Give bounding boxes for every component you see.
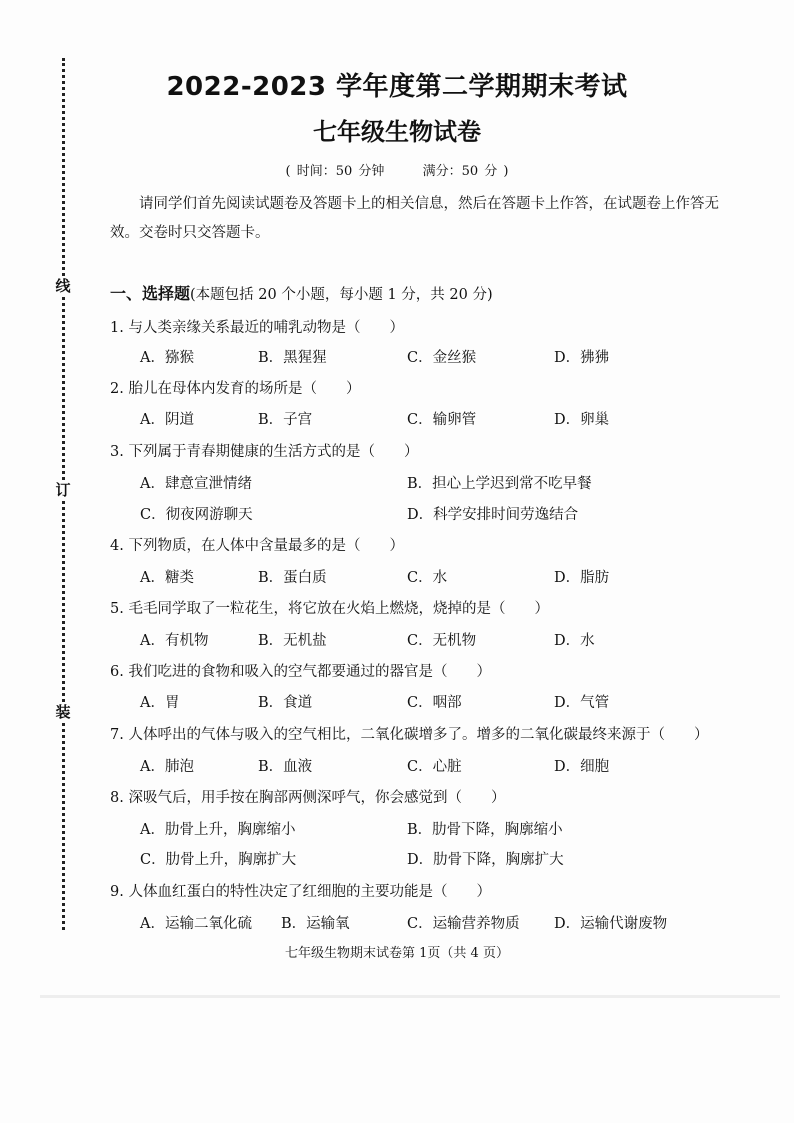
q4-option-c: C．水	[407, 570, 448, 586]
q1-option-d: D．狒狒	[554, 350, 610, 366]
binding-mark-zhuang: 装	[55, 703, 71, 721]
q1-option-a: A．猕猴	[140, 350, 194, 366]
question-8: 8. 深吸气后，用手按在胸部两侧深呼气，你会感觉到（ ）	[110, 790, 506, 806]
q5-option-d: D．水	[554, 633, 595, 649]
q9-option-d: D．运输代谢废物	[554, 916, 668, 932]
q5-option-b: B．无机盐	[258, 633, 327, 649]
question-5: 5. 毛毛同学取了一粒花生，将它放在火焰上燃烧，烧掉的是（ ）	[110, 601, 549, 617]
q2-option-a: A．阴道	[140, 412, 194, 428]
question-1: 1. 与人类亲缘关系最近的哺乳动物是（ ）	[110, 320, 404, 336]
q8-option-a: A．肋骨上升，胸廓缩小	[140, 822, 296, 838]
exam-subtitle: 七年级生物试卷	[313, 118, 481, 146]
q3-option-b: B．担心上学迟到常不吃早餐	[407, 476, 592, 492]
exam-meta	[0, 160, 794, 179]
q4-option-b: B．蛋白质	[258, 570, 327, 586]
q7-option-c: C．心脏	[407, 759, 462, 775]
question-7: 7. 人体呼出的气体与吸入的空气相比，二氧化碳增多了。增多的二氧化碳最终来源于（ ）	[110, 727, 709, 743]
q1-option-c: C．金丝猴	[407, 350, 477, 366]
q4-option-a: A．糖类	[140, 570, 194, 586]
page-edge	[40, 995, 780, 998]
q5-option-a: A．有机物	[140, 633, 209, 649]
q9-option-b: B．运输氧	[281, 916, 350, 932]
q7-option-d: D．细胞	[554, 759, 610, 775]
q1-option-b: B．黑猩猩	[258, 350, 327, 366]
q4-option-d: D．脂肪	[554, 570, 610, 586]
notice-text: 请同学们首先阅读试题卷及答题卡上的相关信息，然后在答题卡上作答，在试题卷上作答无效。交卷时只交答题卡。	[110, 196, 719, 241]
q8-option-b: B．肋骨下降，胸廓缩小	[407, 822, 563, 838]
q5-option-c: C．无机物	[407, 633, 477, 649]
question-2: 2. 胎儿在母体内发育的场所是（ ）	[110, 381, 361, 397]
q3-option-a: A．肆意宣泄情绪	[140, 476, 252, 492]
page-footer: 七年级生物期末试卷第 1页（共 4 页）	[285, 946, 509, 961]
q7-option-b: B．血液	[258, 759, 313, 775]
q2-option-c: C．输卵管	[407, 412, 477, 428]
q6-option-d: D．气管	[554, 695, 610, 711]
q7-option-a: A．肺泡	[140, 759, 194, 775]
q8-option-d: D．肋骨下降，胸廓扩大	[407, 852, 564, 868]
q3-option-c: C．彻夜网游聊天	[140, 507, 253, 523]
q3-option-d: D．科学安排时间劳逸结合	[407, 507, 579, 523]
q8-option-c: C．肋骨上升，胸廓扩大	[140, 852, 297, 868]
time-label: ( 时间：50 分钟	[285, 164, 385, 179]
exam-title: 2022-2023 学年度第二学期期末考试	[166, 72, 628, 102]
q9-option-c: C．运输营养物质	[407, 916, 520, 932]
q6-option-b: B．食道	[258, 695, 313, 711]
question-3: 3. 下列属于青春期健康的生活方式的是（ ）	[110, 444, 419, 460]
q9-option-a: A．运输二氧化硫	[140, 916, 252, 932]
score-label: 满分：50 分 )	[422, 164, 509, 179]
binding-mark-ding: 订	[55, 481, 71, 499]
question-9: 9. 人体血红蛋白的特性决定了红细胞的主要功能是（ ）	[110, 884, 491, 900]
q6-option-c: C．咽部	[407, 695, 462, 711]
question-4: 4. 下列物质，在人体中含量最多的是（ ）	[110, 538, 404, 554]
section-description: (本题包括 20 个小题，每小题 1 分，共 20 分)	[190, 287, 493, 303]
section-title: 一、选择题	[110, 284, 191, 303]
q6-option-a: A．胃	[140, 695, 180, 711]
question-6: 6. 我们吃进的食物和吸入的空气都要通过的器官是（ ）	[110, 664, 491, 680]
binding-mark-xian: 线	[55, 277, 71, 295]
section-heading	[110, 281, 493, 304]
q2-option-b: B．子宫	[258, 412, 313, 428]
q2-option-d: D．卵巢	[554, 412, 610, 428]
